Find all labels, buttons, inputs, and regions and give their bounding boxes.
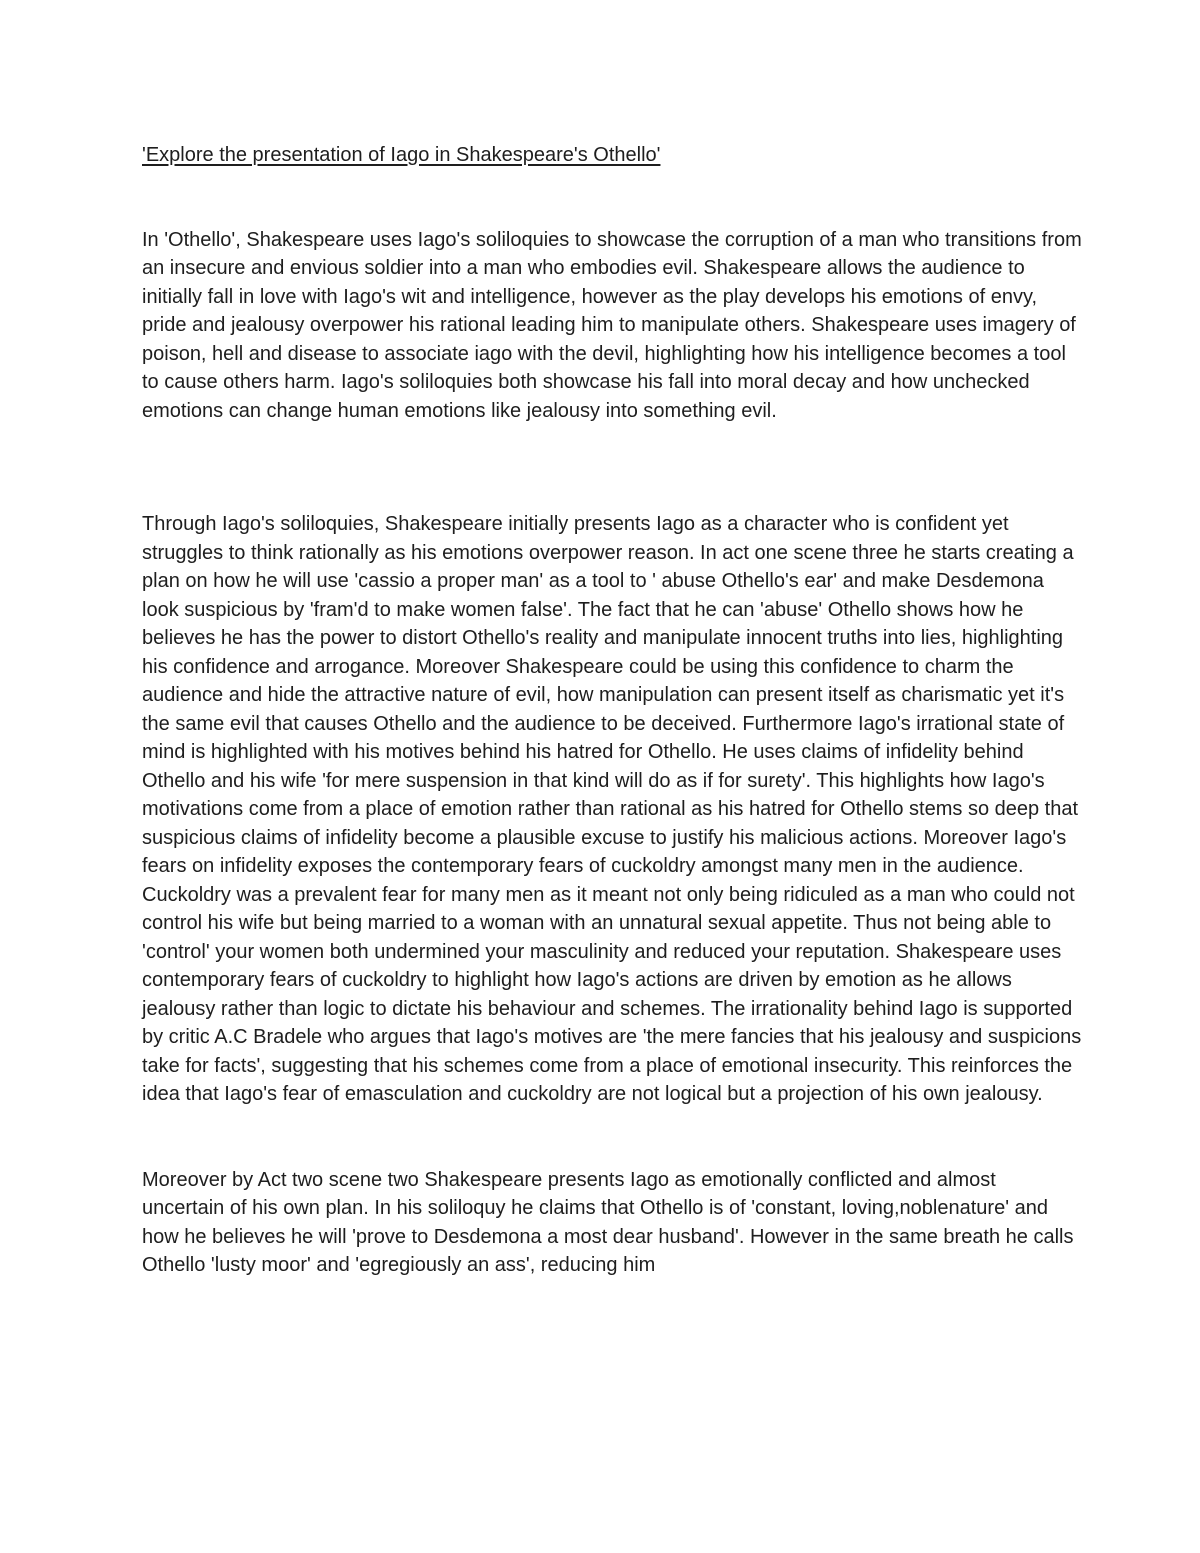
essay-title: 'Explore the presentation of Iago in Shakespeare's Othello' — [142, 144, 661, 166]
paragraph-act-one: Through Iago's soliloquies, Shakespeare initially presents Iago as a character who is confident yet struggles to think rationally as his emotions overpower reason. In act one scene three he starts creating a plan on how he will use 'cassio a proper man' as a tool to ' abuse Othello's ear' and make Desdemona look suspicious by 'fram'd to make women false'. The fact that he can 'abuse' Othello shows how he believes he has the power to distort Othello's reality and manipulate innocent truths into lies, highlighting his confidence and arrogance. Moreover Shakespeare could be using this confidence to charm the audience and hide the attractive nature of evil, how manipulation can present itself as charismatic yet it's the same evil that causes Othello and the audience to be deceived. Furthermore Iago's irrational state of mind is highlighted with his motives behind his hatred for Othello. He uses claims of infidelity behind Othello and his wife 'for mere suspension in that kind will do as if for surety'. This highlights how Iago's motivations come from a place of emotion rather than rational as his hatred for Othello stems so deep that suspicious claims of infidelity become a plausible excuse to justify his malicious actions. Moreover Iago's fears on infidelity exposes the contemporary fears of cuckoldry amongst many men in the audience. Cuckoldry was a prevalent fear for many men as it meant not only being ridiculed as a man who could not control his wife but being married to a woman with an unnatural sexual appetite. Thus not being able to 'control' your women both undermined your masculinity and reduced your reputation. Shakespeare uses contemporary fears of cuckoldry to highlight how Iago's actions are driven by emotion as he allows jealousy rather than logic to dictate his behaviour and schemes. The irrationality behind Iago is supported by critic A.C Bradele who argues that Iago's motives are 'the mere fancies that his jealousy and suspicions take for facts', suggesting that his schemes come from a place of emotional insecurity. This reinforces the idea that Iago's fear of emasculation and cuckoldry are not logical but a projection of his own jealousy. — [142, 513, 1082, 1105]
document-body — [142, 141, 1082, 1280]
paragraph-introduction: In 'Othello', Shakespeare uses Iago's soliloquies to showcase the corruption of a man who transitions from an insecure and envious soldier into a man who embodies evil. Shakespeare allows the audience to initially fall in love with Iago's wit and intelligence, however as the play develops his emotions of envy, pride and jealousy overpower his rational leading him to manipulate others. Shakespeare uses imagery of poison, hell and disease to associate iago with the devil, highlighting how his intelligence becomes a tool to cause others harm. Iago's soliloquies both showcase his fall into moral decay and how unchecked emotions can change human emotions like jealousy into something evil. — [142, 228, 1082, 422]
paragraph-act-two: Moreover by Act two scene two Shakespeare presents Iago as emotionally conflicted and almost uncertain of his own plan. In his soliloquy he claims that Othello is of 'constant, loving,noblenature' and how he believes he will 'prove to Desdemona a most dear husband'. However in the same breath he calls Othello 'lusty moor' and 'egregiously an ass', reducing him — [142, 1168, 1074, 1276]
